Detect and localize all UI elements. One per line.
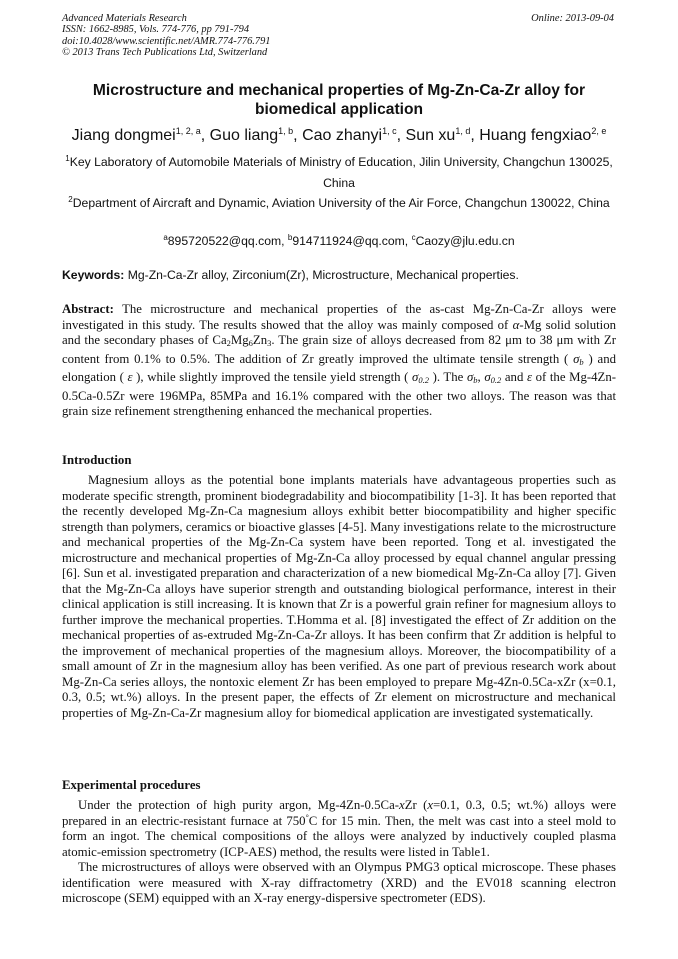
section-title-introduction: Introduction (62, 453, 132, 467)
sigma-02-symbol: $\sigma_{0.2}$ (484, 370, 502, 385)
keywords (62, 268, 616, 282)
subscript: 6 (248, 338, 253, 348)
online-date: Online: 2013-09-04 (531, 13, 614, 24)
epsilon-symbol: ε (526, 370, 532, 384)
journal-name: Advanced Materials Research (62, 13, 187, 24)
abstract: Abstract: The microstructure and mechanical properties of the as-cast Mg-Zn-Ca-Zr alloys were investigated in this study. The results showed that the alloy was mainly composed of α-Mg solid solution and the secondary phases of $Ca_2Mg_6Zn_3$. The grain size of alloys decreased from 82 μm to 38 μm with Zr content from 0.1% to 0.5%. The addition of Zr greatly improved the ultimate tensile strength ( $\sigma_b$ ) and elongation ( ε ), while slightly improved the tensile yield strength ( $\sigma_{0.2}$ ). The $\sigma_b$, $\sigma_{0.2}$ and ε of the Mg-4Zn-0.5Ca-0.5Zr were 196MPa, 85MPa and 16.1% compared with the other two alloys. The reason was that grain size refinement strengthening enhanced the mechanical properties. (62, 302, 617, 418)
email-sup: a (163, 233, 168, 242)
author-sup: 1, 2, a (175, 126, 201, 136)
keywords-label: Keywords: (62, 268, 125, 282)
experimental-text: =0.1, 0.3, 0.5; wt.%) alloys were prepared in an electric-resistant furnace at 750 (62, 798, 616, 828)
abstract-text: -Mg solid solution and the secondary phases of Ca (62, 317, 616, 347)
alpha-symbol: α (512, 317, 520, 332)
author-sup: 1, b (278, 126, 294, 136)
subscript: 2 (226, 338, 231, 348)
abstract-label: Abstract: (62, 302, 114, 316)
email-sup: b (287, 233, 293, 242)
keywords-text: Mg-Zn-Ca-Zr alloy, Zirconium(Zr), Microstructure, Mechanical properties. (127, 268, 519, 282)
author-sup: 1, d (455, 126, 471, 136)
email-address[interactable]: 914711924@qq.com (292, 234, 405, 248)
author-name: Cao zhanyi (302, 127, 383, 144)
email-sup: c (411, 233, 416, 242)
issn-line: ISSN: 1662-8985, Vols. 774-776, pp 791-794 (62, 24, 250, 36)
experimental-paragraph-2: The microstructures of alloys were observed with an Olympus PMG3 optical microscope. These phases identification were measured with X-ray diffractometry (XRD) and the EV018 scanning electron microscope (SEM) equipped with an X-ray energy-dispersive spectrometer (EDS). (62, 860, 616, 905)
email-list: $^a$895720522@qq.com, $^b$914711924@qq.com, $^c$Caozy@jlu.edu.cn (163, 233, 515, 248)
subscript: 3 (267, 338, 272, 348)
email-address[interactable]: Caozy@jlu.edu.cn (415, 234, 515, 248)
author-name: Guo liang (209, 127, 279, 144)
experimental-text: Under the protection of high purity argon, Mg-4Zn-0.5Ca- (78, 798, 400, 812)
sigma-b-symbol: $\sigma_b$ (466, 370, 478, 385)
introduction-text: Magnesium alloys as the potential bone implants materials have advantageous properties such as moderate specific strength, prominent biodegradability and biocompatibility [1-3]. It has been reported that the recently developed Mg-Zn-Ca magnesium alloys exhibit better biocompatibility and higher specific strength than polymers, ceramics or bioactive glasses [4-5]. Many investigations relate to the microstructure and mechanical properties of the Mg-Zn-Ca system have been reported. Tong et al. investigated the microstructure and mechanical properties of Mg-Zn-Ca alloy processed by equal channel angular pressing [6]. Sun et al. investigated preparation and characterization of a new biomedical Mg-Zn-Ca alloy [7]. Given that the Mg-Zn-Ca alloys have superior strength and outstanding biological performance, interest in their clinical application is still increasing. It is known that Zr is a powerful grain refiner for magnesium alloys to further improve the mechanical properties. T.Homma et al. [8] investigated the effect of Zr addition on the mechanical properties of as-extruded Mg-Zn-Ca-Zr alloys. It has been confirm that Zr addition is helpful to the improvement of mechanical properties of the magnesium alloys. Moreover, the biocompatibility of a small amount of Zr in the magnesium alloy has been verified. As one part of previous research work about Mg-Zn-Ca series alloys, the nontoxic element Zr has been employed to prepare Mg-4Zn-0.5Ca-xZr (x=0.1, 0.3, 0.5; wt.%) alloys. In the present paper, the effects of Zr element on microstructure and mechanical properties of Mg-Zn-Ca-Zr magnesium alloy for biomedical application are investigated systematically. (62, 473, 616, 720)
copyright-line: © 2013 Trans Tech Publications Ltd, Switzerland (62, 47, 268, 59)
abstract-text: of the Mg-4Zn-0.5Ca-0.5Zr were 196MPa, 85MPa and 16.1% compared with the other two alloys. The reason was that grain size refinement strengthening enhanced the mechanical properties. (62, 370, 617, 418)
abstract-text: ). The (432, 370, 464, 384)
sigma-02-symbol: $\sigma_{0.2}$ (412, 370, 429, 385)
author-sup: 2, e (591, 126, 607, 136)
affiliation-text: Key Laboratory of Automobile Materials of Ministry of Education, Jilin University, Changchun 130025, China (69, 155, 613, 190)
paper-title: Microstructure and mechanical properties of Mg-Zn-Ca-Zr alloy for biomedical application (92, 82, 586, 118)
author-sup: 1, c (382, 126, 397, 136)
abstract-text: ), while slightly improved the tensile yield strength ( (136, 370, 409, 384)
author-list: Jiang dongmei$^{1, 2, a}$, Guo liang$^{1, b}$, Cao zhanyi$^{1, c}$, Sun xu$^{1, d}$, Huang fengxiao$^{2, e}$ (71, 126, 607, 144)
degree-sup: ° (305, 812, 309, 822)
affiliation-text: Department of Aircraft and Dynamic, Aviation University of the Air Force, Changchun 130022, China (72, 196, 610, 210)
abstract-text: ) and elongation ( (62, 351, 617, 384)
abstract-text: . The grain size of alloys decreased from 82 μm to 38 μm with Zr content from 0.1% to 0.5%. The addition of Zr greatly improved the ultimate tensile strength ( (62, 333, 616, 366)
section-title-experimental: Experimental procedures (62, 778, 201, 792)
epsilon-symbol: ε (127, 370, 133, 384)
author-name: Sun xu (405, 127, 456, 144)
affiliation-1 (62, 152, 616, 193)
journal-header (62, 13, 270, 59)
email-address[interactable]: 895720522@qq.com (167, 234, 282, 248)
experimental-text: C for 15 min. Then, the melt was cast into a steel mold to form an ingot. The chemical compositions of the alloys were analyzed by inductively coupled plasma atomic-emission spectrometry (ICP-AES) method, the results were listed in Table1. (62, 813, 616, 859)
experimental-text: Zr ( (404, 798, 428, 812)
experimental-paragraph-1: Under the protection of high purity argon, Mg-4Zn-0.5Ca-xZr (x=0.1, 0.3, 0.5; wt.%) alloys were prepared in an electric-resistant furnace at 750°C for 15 min. Then, the melt was cast into a steel mold to form an ingot. The chemical compositions of the alloys were analyzed by inductively coupled plasma atomic-emission spectrometry (ICP-AES) method, the results were listed in Table1. (62, 798, 616, 859)
author-name: Jiang dongmei (71, 127, 176, 144)
abstract-text: and (504, 370, 524, 384)
sigma-b-symbol: $\sigma_b$ (573, 351, 584, 367)
affiliation-sup: 1 (65, 154, 70, 163)
author-name: Huang fengxiao (479, 127, 592, 144)
doi-line: doi:10.4028/www.scientific.net/AMR.774-776.791 (62, 35, 271, 47)
affiliation-2 (62, 193, 616, 214)
abstract-text: The microstructure and mechanical properties of the as-cast Mg-Zn-Ca-Zr alloys were investigated in this study. The results showed that the alloy was mainly composed of (62, 302, 617, 332)
affiliation-sup: 2 (68, 195, 73, 204)
